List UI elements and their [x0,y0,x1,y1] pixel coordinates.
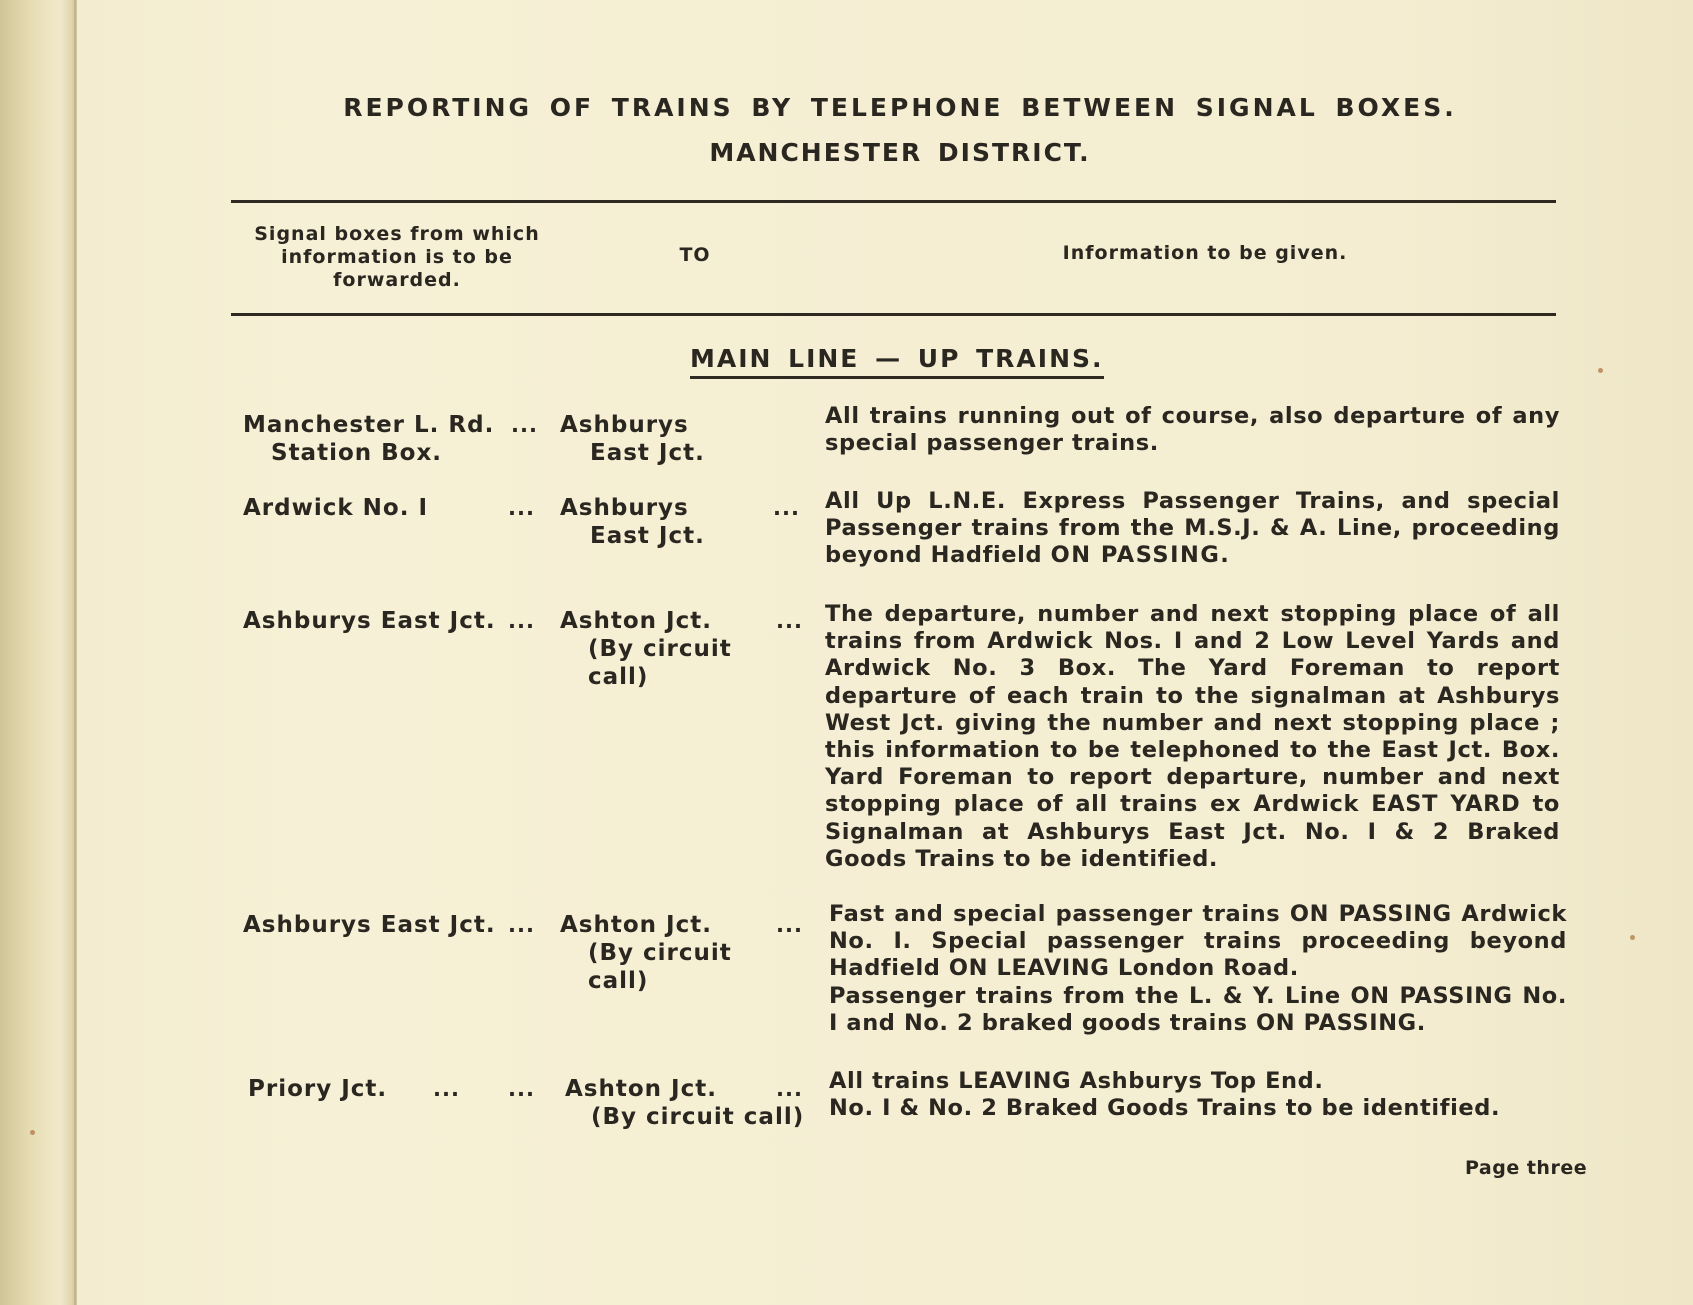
to-line2: East Jct. [590,440,705,466]
to-line2: (By circuit call) [588,940,732,994]
column-header-info: Information to be given. [1062,242,1348,264]
to-line1: Ashton Jct. [560,912,712,938]
leader-dots: ... [776,609,803,633]
leader-dots: ... [508,1077,535,1101]
to-line2: (By circuit call) [591,1104,805,1130]
paper-speck [1598,368,1603,373]
info-cell [829,1068,1564,1122]
to-line2: (By circuit call) [588,636,732,690]
leader-dots: ... [508,496,535,520]
info-paragraph-1: All trains LEAVING Ashburys Top End. [829,1068,1324,1094]
leader-dots: ... [508,913,535,937]
to-cell [560,411,800,467]
document-subtitle: MANCHESTER DISTRICT. [709,138,1091,167]
info-text: All Up L.N.E. Express Passenger Trains, and special Passenger trains from the M.S.J. & A. Line, proceeding beyond Hadfield [825,488,1560,569]
leader-dots: ... [773,496,800,520]
from-cell [248,1075,548,1103]
header-rule-top [231,200,1556,203]
from-line1: Manchester L. Rd. [243,412,495,438]
to-cell [560,607,800,691]
column-header-from: Signal boxes from which information is to be forwarded. [254,223,540,291]
info-cell [829,901,1567,1037]
from-line1: Ardwick No. I [243,495,429,521]
to-cell [560,494,800,550]
to-cell [565,1075,805,1131]
leader-dots: ... [511,413,538,437]
to-line2: East Jct. [590,523,705,549]
spine-edge [74,0,77,1305]
header-rule-bottom [231,313,1556,316]
section-title: MAIN LINE — UP TRAINS. [690,344,1104,379]
to-line1: Ashton Jct. [560,608,712,634]
info-text: All trains running out of course, also departure of any special passenger trains. [825,403,1560,457]
leader-dots: ... [433,1077,460,1101]
to-cell [560,911,800,995]
from-cell [243,607,543,635]
to-line1: Ashton Jct. [565,1076,717,1102]
info-paragraph-2: No. I & No. 2 Braked Goods Trains to be identified. [829,1095,1501,1122]
from-line1: Ashburys East Jct. [243,912,496,938]
from-line1: Ashburys East Jct. [243,608,496,634]
to-line1: Ashburys [560,412,689,438]
info-paragraph-1: Fast and special passenger trains ON PASSING Ardwick No. I. Special passenger trains proceeding beyond Hadfield ON LEAVING London Road. [829,901,1567,982]
leader-dots: ... [508,609,535,633]
from-cell [243,494,543,522]
info-paragraph-2: Passenger trains from the L. & Y. Line ON PASSING No. I and No. 2 braked goods trains ON PASSING. [829,982,1567,1036]
book-spine [0,0,76,1305]
paper-speck [30,1130,35,1135]
leader-dots: ... [776,913,803,937]
from-line1: Priory Jct. [248,1076,388,1102]
paper-speck [1630,935,1635,940]
column-header-to: TO [679,244,711,266]
to-line1: Ashburys [560,495,689,521]
info-cell [825,403,1560,457]
document-title: REPORTING OF TRAINS BY TELEPHONE BETWEEN SIGNAL BOXES. [343,93,1457,122]
page-number: Page three [1465,1157,1588,1179]
from-line2: Station Box. [271,440,443,466]
info-cell [825,601,1560,873]
info-text: The departure, number and next stopping place of all trains from Ardwick Nos. I and 2 Low Level Yards and Ardwick No. 3 Box. The Yard Foreman to report departure of each train to the signalman at Ashburys West Jct. giving the number and next stopping place ; this information to be telephoned to the East Jct. Box. Yard Foreman to report departure, number and next stopping place of all trains ex Ardwick EAST YARD to Signalman at Ashburys East Jct. No. I & 2 Braked Goods Trains to be identified. [825,601,1560,872]
info-emphasis: ON PASSING. [1050,542,1231,569]
leader-dots: ... [776,1077,803,1101]
from-cell [243,911,543,939]
from-cell [243,411,543,467]
info-cell [825,488,1560,570]
